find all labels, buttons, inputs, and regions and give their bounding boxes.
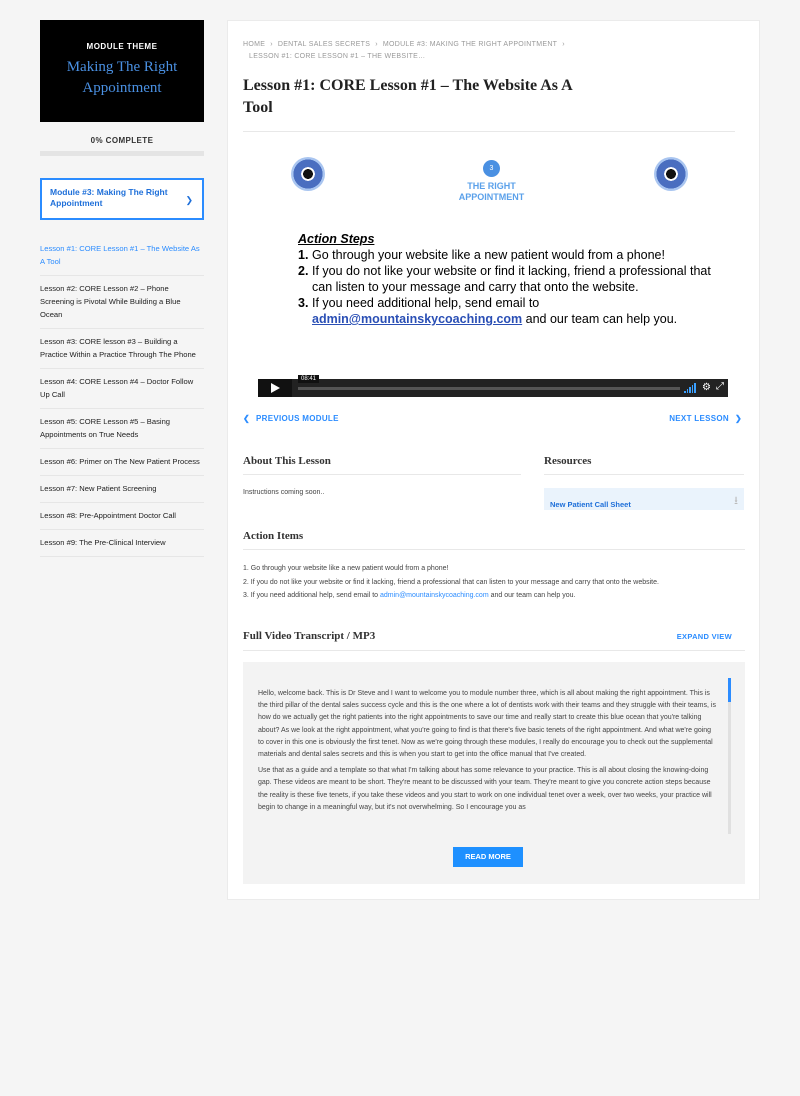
- resource-label: New Patient Call Sheet: [550, 500, 631, 509]
- about-heading: About This Lesson: [243, 455, 331, 467]
- divider: [243, 549, 745, 550]
- breadcrumb-separator: ›: [270, 41, 273, 48]
- breadcrumb-separator: ›: [562, 41, 565, 48]
- lesson-item-6[interactable]: Lesson #6: Primer on The New Patient Process: [40, 449, 204, 476]
- lesson-item-7[interactable]: Lesson #7: New Patient Screening: [40, 476, 204, 503]
- action-item: 1. Go through your website like a new patient would from a phone!: [243, 565, 449, 572]
- resources-heading: Resources: [544, 455, 592, 467]
- step-text: Go through your website like a new patient would from a phone!: [312, 248, 665, 262]
- action-item-text: 3. If you need additional help, send email to: [243, 592, 379, 599]
- lesson-item-9[interactable]: Lesson #9: The Pre-Clinical Interview: [40, 530, 204, 557]
- transcript-heading: Full Video Transcript / MP3: [243, 630, 376, 642]
- about-text: Instructions coming soon..: [243, 489, 325, 496]
- play-button[interactable]: [258, 379, 292, 397]
- module-select[interactable]: [40, 178, 204, 220]
- module-theme-label: MODULE THEME: [86, 42, 158, 51]
- sidebar: [40, 20, 204, 557]
- slide-body: [298, 231, 718, 327]
- lesson-item-2[interactable]: Lesson #2: CORE Lesson #2 – Phone Screening is Pivotal While Building a Blue Ocean: [40, 276, 204, 329]
- breadcrumb: [243, 39, 583, 63]
- next-lesson-label: NEXT LESSON: [669, 414, 729, 423]
- chevron-down-icon: ❯: [185, 195, 193, 205]
- step-text: If you need additional help, send email to: [312, 296, 540, 310]
- module-theme-box: [40, 20, 204, 122]
- action-item: 2. If you do not like your website or find it lacking, friend a professional that can listen to your message and carry that onto the website.: [243, 578, 659, 586]
- lesson-item-1[interactable]: Lesson #1: CORE Lesson #1 – The Website As A Tool: [40, 236, 204, 276]
- action-steps-title: Action Steps: [298, 232, 375, 246]
- expand-view-link[interactable]: EXPAND VIEW: [676, 632, 732, 641]
- volume-icon[interactable]: [684, 383, 696, 393]
- lesson-item-5[interactable]: Lesson #5: CORE Lesson #5 – Basing Appointments on True Needs: [40, 409, 204, 449]
- scrollbar-thumb[interactable]: [728, 678, 731, 702]
- slide-step: [298, 295, 718, 327]
- next-lesson-link[interactable]: [669, 414, 742, 423]
- scrollbar[interactable]: [728, 678, 731, 834]
- video-timestamp: 08:41: [298, 375, 319, 383]
- lesson-item-8[interactable]: Lesson #8: Pre-Appointment Doctor Call: [40, 503, 204, 530]
- transcript-text: [258, 688, 718, 836]
- lesson-item-4[interactable]: Lesson #4: CORE Lesson #4 – Doctor Follow Up Call: [40, 369, 204, 409]
- slide-step: [298, 263, 718, 295]
- video-progress-track[interactable]: [298, 387, 680, 390]
- breadcrumb-separator: ›: [375, 41, 378, 48]
- lesson-content: [227, 20, 760, 900]
- lesson-list: [40, 236, 204, 557]
- resource-item[interactable]: [544, 488, 744, 510]
- action-item-text: and our team can help you.: [490, 592, 576, 599]
- step-text: and our team can help you.: [525, 312, 678, 326]
- step-number-badge: 3: [483, 160, 500, 177]
- transcript-paragraph: Hello, welcome back. This is Dr Steve and I want to welcome you to module number three, which is all about making the right appointment. This is the third pillar of the dental sales success cycle and this is the one where a lot of dentists work with their teams and they struggle with their teams, is how do we actually get the right patients into the right appointments to save our time and really start to create this blue ocean that you're talking about? As we look at the right appointment, what you're going to find is that there's five basic tenets of the right appointment. And what we're going to cover in this one is obviously the first tenet. Now as we're going through these modules, I really do encourage you to check out the supplemental materials and dental sales secrets and this is when you start to get into the office manual that I've created.: [258, 690, 716, 759]
- step-num: 3.: [298, 296, 309, 310]
- divider: [243, 474, 521, 475]
- breadcrumb-module[interactable]: MODULE #3: MAKING THE RIGHT APPOINTMENT: [382, 41, 558, 48]
- read-more-button[interactable]: READ MORE: [453, 847, 523, 867]
- play-icon: [271, 383, 280, 393]
- step-num: 2.: [298, 264, 309, 278]
- medal-icon: [654, 157, 688, 191]
- step-text: If you do not like your website or find it lacking, friend a professional that can listen to your message and carry that onto the website.: [312, 264, 711, 294]
- action-items-heading: Action Items: [243, 530, 304, 542]
- medal-icon: [291, 157, 325, 191]
- breadcrumb-current: LESSON #1: CORE LESSON #1 – THE WEBSITE…: [249, 53, 426, 60]
- divider: [243, 131, 735, 132]
- slide-step: [298, 247, 718, 263]
- chevron-right-icon: ❯: [734, 414, 742, 423]
- chevron-left-icon: ❮: [243, 414, 251, 423]
- fullscreen-icon[interactable]: ⤢: [716, 381, 724, 392]
- slide-subtitle: THE RIGHT APPOINTMENT: [458, 181, 525, 202]
- download-icon[interactable]: ⭳: [734, 495, 738, 507]
- action-items-list: [243, 562, 743, 603]
- video-player[interactable]: [254, 137, 729, 397]
- step-num: 1.: [298, 248, 309, 262]
- previous-module-label: PREVIOUS MODULE: [256, 414, 339, 423]
- breadcrumb-home[interactable]: HOME: [243, 41, 266, 48]
- gear-icon[interactable]: ⚙: [702, 382, 711, 393]
- module-theme-title: Making The Right Appointment: [66, 59, 178, 96]
- breadcrumb-course[interactable]: DENTAL SALES SECRETS: [277, 41, 371, 48]
- module-select-label: Module #3: Making The Right Appointment: [50, 187, 168, 208]
- divider: [243, 650, 745, 651]
- action-item: [243, 589, 743, 603]
- previous-module-link[interactable]: [243, 414, 339, 423]
- player-controls: [258, 376, 728, 397]
- page-title: Lesson #1: CORE Lesson #1 – The Website As A Tool: [243, 77, 572, 116]
- transcript-box: [243, 662, 745, 884]
- email-link: admin@mountainskycoaching.com: [312, 312, 523, 326]
- divider: [544, 474, 744, 475]
- slide-header: [254, 147, 729, 207]
- lesson-item-3[interactable]: Lesson #3: CORE lesson #3 – Building a Practice Within a Practice Through The Phone: [40, 329, 204, 369]
- progress-text: 0% COMPLETE: [90, 136, 154, 145]
- progress-bar: [40, 151, 204, 156]
- transcript-paragraph: Use that as a guide and a template so that what I'm talking about has some relevance to your practice. This is all about closing the knowing-doing gap. These videos are meant to be short. They're meant to be discussed with your team. They're meant to give you concrete action steps because the reality is these five tenets, if you take these videos and you start to work on one individual tenet over a week, over two weeks, your practice will begin to change in a meaningful way, but it's not overwhelming. So I encourage you as: [258, 767, 712, 811]
- email-link[interactable]: admin@mountainskycoaching.com: [380, 592, 489, 599]
